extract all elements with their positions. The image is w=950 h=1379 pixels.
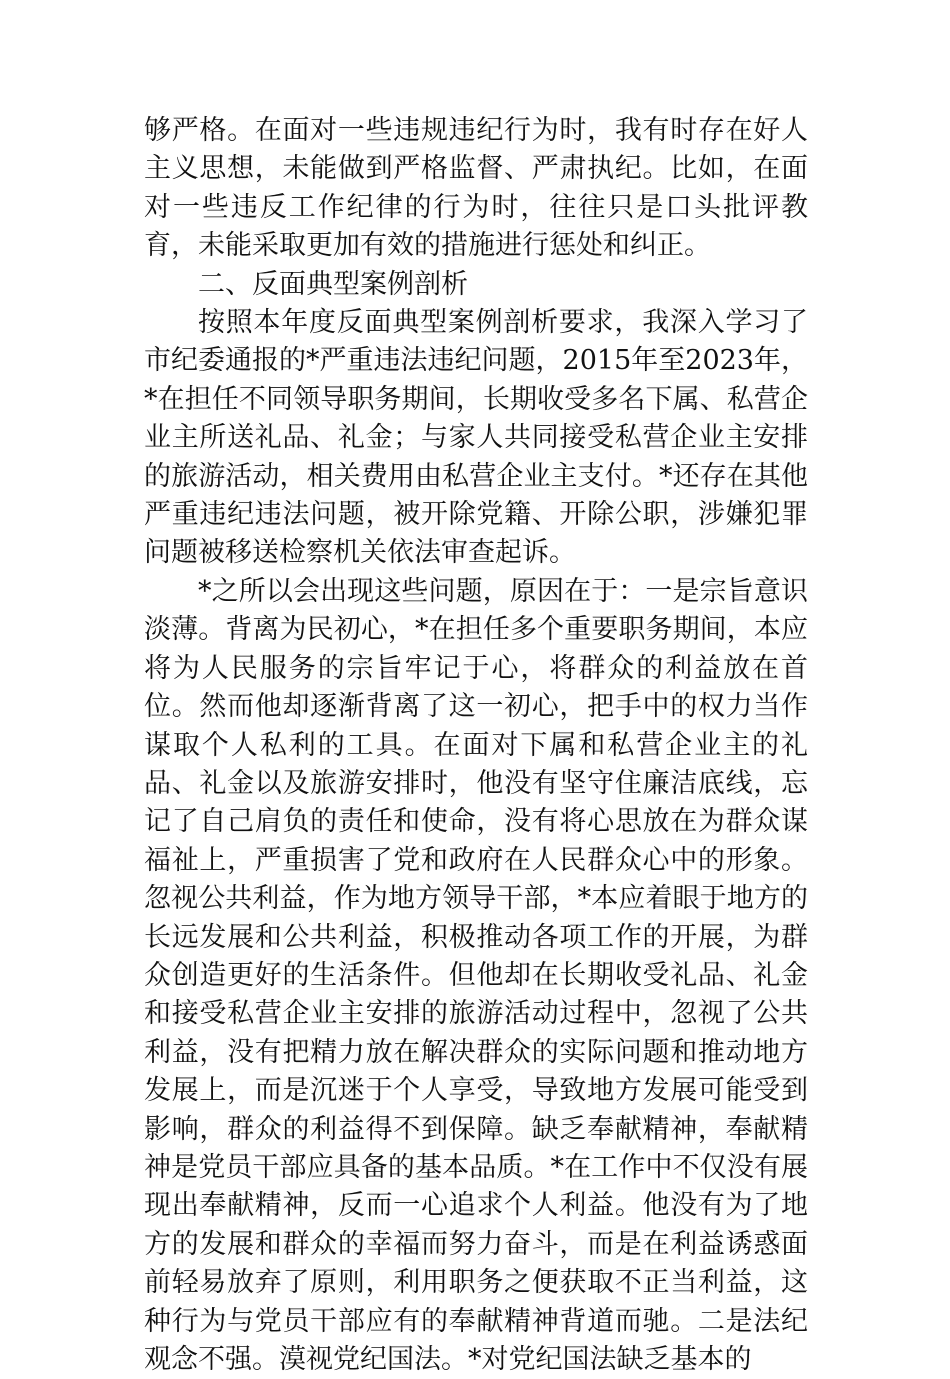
section-heading: 二、反面典型案例剖析 bbox=[198, 268, 468, 300]
paragraph-cause-analysis: *之所以会出现这些问题，原因在于：一是宗旨意识淡薄。背离为民初心，*在担任多个重要职务期间，本应将为人民服务的宗旨牢记于心，将群众的利益放在首位。然而他却逐渐背离了这一初心，把手中的权力当作谋取个人私利的工具。在面对下属和私营企业主的礼品、礼金以及旅游安排时，他没有坚守住廉洁底线，忘记了自己肩负的责任和使命，没有将心思放在为群众谋福祉上，严重损害了党和政府在人民群众心中的形象。忽视公共利益，作为地方领导干部，*本应着眼于地方的长远发展和公共利益，积极推动各项工作的开展，为群众创造更好的生活条件。但他却在长期收受礼品、礼金和接受私营企业主安排的旅游活动过程中，忽视了公共利益，没有把精力放在解决群众的实际问题和推动地方发展上，而是沉迷于个人享受，导致地方发展可能受到影响，群众的利益得不到保障。缺乏奉献精神，奉献精神是党员干部应具备的基本品质。*在工作中不仅没有展现出奉献精神，反而一心追求个人利益。他没有为了地方的发展和群众的幸福而努力奋斗，而是在利益诱惑面前轻易放弃了原则，利用职务之便获取不正当利益，这种行为与党员干部应有的奉献精神背道而驰。二是法纪观念不强。漠视党纪国法。*对党纪国法缺乏基本的 bbox=[144, 575, 808, 1375]
document-body bbox=[144, 112, 808, 1379]
paragraph-continuation: 够严格。在面对一些违规违纪行为时，我有时存在好人主义思想，未能做到严格监督、严肃执纪。比如，在面对一些违反工作纪律的行为时，往往只是口头批评教育，未能采取更加有效的措施进行惩处和纠正。 bbox=[144, 115, 808, 262]
paragraph-case-summary: 按照本年度反面典型案例剖析要求，我深入学习了市纪委通报的*严重违法违纪问题，2015年至2023年，*在担任不同领导职务期间，长期收受多名下属、私营企业主所送礼品、礼金；与家人共同接受私营企业主安排的旅游活动，相关费用由私营企业主支付。*还存在其他严重违纪违法问题，被开除党籍、开除公职，涉嫌犯罪问题被移送检察机关依法审查起诉。 bbox=[144, 307, 808, 569]
